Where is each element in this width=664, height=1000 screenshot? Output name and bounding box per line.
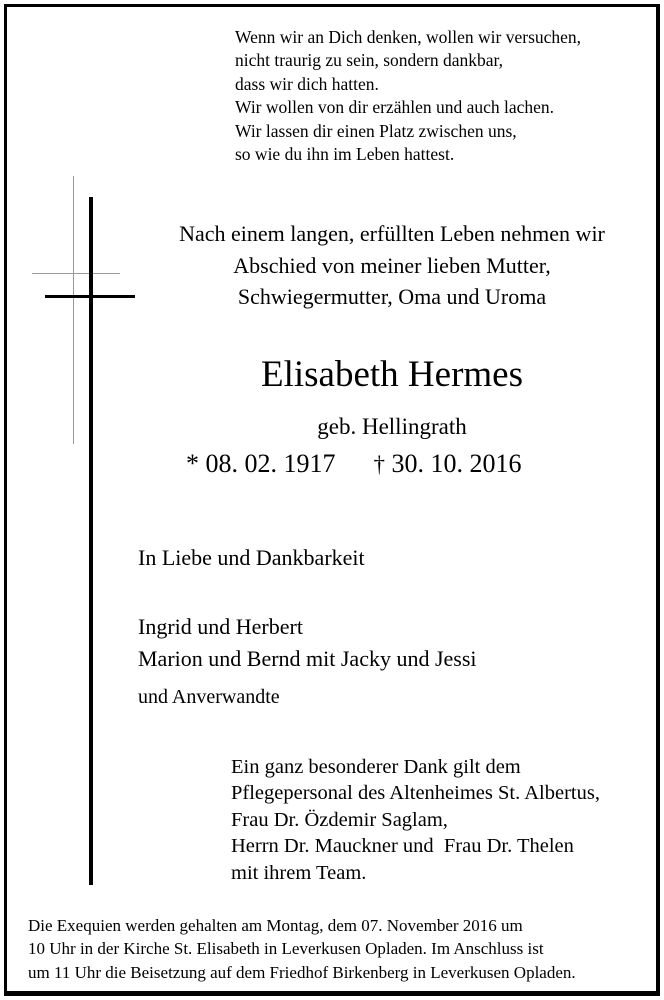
- announcement-intro: [142, 218, 642, 313]
- cross-thin-horizontal: [32, 273, 120, 274]
- mourners: [138, 611, 477, 675]
- memorial-poem: [235, 26, 581, 166]
- relatives-line: und Anverwandte: [138, 686, 280, 708]
- poem-line: so wie du ihn im Leben hattest.: [235, 144, 455, 165]
- funeral-line: um 11 Uhr die Beisetzung auf dem Friedhof Birkenberg in Leverkusen Opladen.: [28, 962, 576, 982]
- thanks-line: Frau Dr. Özdemir Saglam,: [231, 808, 448, 831]
- funeral-line: 10 Uhr in der Kirche St. Elisabeth in Leverkusen Opladen. Im Anschluss ist: [28, 939, 544, 959]
- thanks-line: mit ihrem Team.: [231, 861, 367, 884]
- poem-line: dass wir dich hatten.: [235, 73, 379, 94]
- cross-thick-horizontal: [45, 295, 135, 298]
- thanks-line: Herrn Dr. Mauckner und Frau Dr. Thelen: [231, 835, 574, 858]
- mourner-line: Ingrid und Herbert: [138, 614, 303, 639]
- poem-line: Wir wollen von dir erzählen und auch lachen.: [235, 97, 555, 118]
- death-cross-icon: †: [373, 452, 385, 477]
- life-dates: [186, 447, 522, 482]
- closing-phrase: In Liebe und Dankbarkeit: [138, 545, 365, 570]
- intro-line: Nach einem langen, erfüllten Leben nehmen wir: [179, 221, 605, 246]
- birth-date: 08. 02. 1917: [205, 449, 336, 478]
- intro-line: Schwiegermutter, Oma und Uroma: [237, 284, 547, 309]
- mourner-line: Marion und Bernd mit Jacky und Jessi: [138, 646, 477, 671]
- thanks-line: Pflegepersonal des Altenheimes St. Albertus,: [231, 782, 600, 805]
- funeral-notice: [28, 914, 576, 984]
- birth-name: geb. Hellingrath: [317, 414, 467, 439]
- poem-line: Wenn wir an Dich denken, wollen wir versuchen,: [235, 27, 582, 47]
- thanks-line: Ein ganz besonderer Dank gilt dem: [231, 756, 521, 778]
- funeral-line: Die Exequien werden gehalten am Montag, dem 07. November 2016 um: [28, 916, 523, 935]
- death-date: 30. 10. 2016: [391, 449, 522, 478]
- poem-line: Wir lassen dir einen Platz zwischen uns,: [235, 120, 517, 141]
- cross-thin-vertical: [73, 176, 74, 444]
- cross-thick-vertical: [89, 197, 93, 885]
- poem-line: nicht traurig zu sein, sondern dankbar,: [235, 50, 504, 71]
- deceased-name: Elisabeth Hermes: [261, 354, 523, 395]
- thanks-note: [231, 754, 600, 886]
- intro-line: Abschied von meiner lieben Mutter,: [233, 252, 551, 278]
- birth-symbol: *: [186, 449, 199, 478]
